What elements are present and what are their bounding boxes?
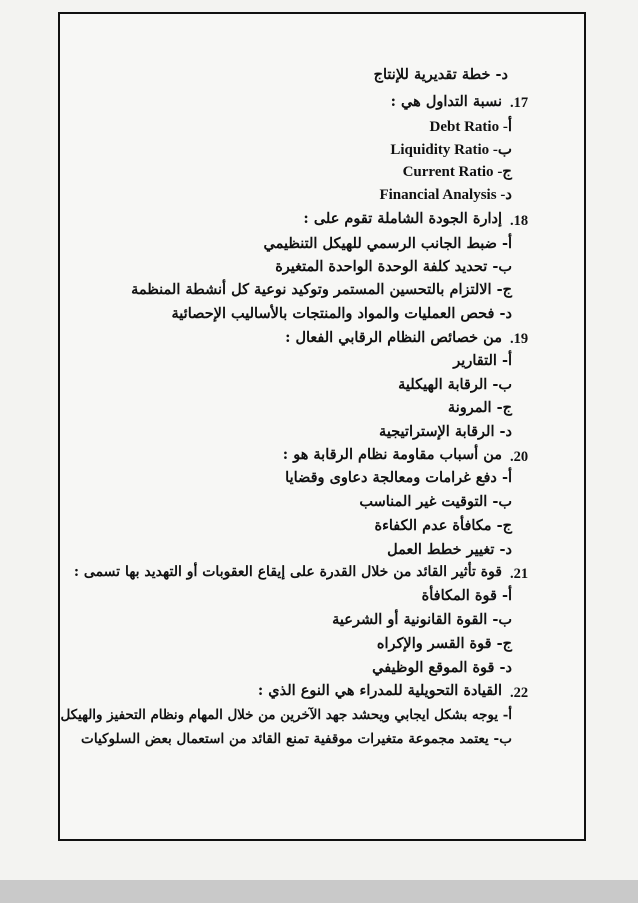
question-21-option-d: د- قوة الموقع الوظيفي <box>372 659 512 676</box>
question-number-22: .22 <box>510 685 529 701</box>
question-18-option-b: ب- تحديد كلفة الوحدة الواحدة المتغيرة <box>275 258 512 275</box>
question-number-18: .18 <box>510 213 529 229</box>
question-21-option-b: ب- القوة القانونية أو الشرعية <box>332 611 512 628</box>
option-d-prev: د- خطة تقديرية للإنتاج <box>373 66 508 83</box>
question-21-text: قوة تأثير القائد من خلال القدرة على إيقاع العقوبات أو التهديد بها تسمى : <box>73 564 502 580</box>
question-18-text: إدارة الجودة الشاملة تقوم على : <box>303 210 502 227</box>
question-18-option-d: د- فحص العمليات والمواد والمنتجات بالأساليب الإحصائية <box>171 305 512 322</box>
question-21-option-c: ج- قوة القسر والإكراه <box>376 635 512 652</box>
question-22-option-a: أ- يوجه بشكل ايجابي ويحشد جهد الآخرين من خلال المهام ونظام التحفيز والهيكل <box>60 707 512 723</box>
question-number-17: .17 <box>510 95 529 111</box>
question-18-option-a: أ- ضبط الجانب الرسمي للهيكل التنظيمي <box>263 235 512 252</box>
question-19-option-d: د- الرقابة الإستراتيجية <box>379 423 512 440</box>
question-20-option-d: د- تغيير خطط العمل <box>387 541 512 558</box>
question-20-option-a: أ- دفع غرامات ومعالجة دعاوى وقضايا <box>285 469 512 486</box>
question-19-option-c: ج- المرونة <box>447 399 512 416</box>
question-20-option-b: ب- التوقيت غير المناسب <box>359 493 512 510</box>
question-19-option-b: ب- الرقابة الهيكلية <box>398 376 512 393</box>
question-17-option-c: ج- Current Ratio <box>402 164 512 180</box>
question-number-19: .19 <box>510 331 529 347</box>
question-17-option-b: ب- Liquidity Ratio <box>390 142 512 158</box>
question-17-text: نسبة التداول هي : <box>390 93 502 110</box>
question-22-text: القيادة التحويلية للمدراء هي النوع الذي : <box>257 682 502 699</box>
question-20-text: من أسباب مقاومة نظام الرقابة هو : <box>282 446 502 463</box>
question-number-20: .20 <box>510 449 529 465</box>
question-number-21: .21 <box>510 566 529 582</box>
question-19-text: من خصائص النظام الرقابي الفعال : <box>285 329 502 346</box>
question-17-option-d: د- Financial Analysis <box>379 187 512 203</box>
question-19-option-a: أ- التقارير <box>453 352 512 369</box>
question-21-option-a: أ- قوة المكافأة <box>421 587 512 604</box>
question-20-option-c: ج- مكافأة عدم الكفاءة <box>374 517 512 534</box>
question-22-option-b: ب- يعتمد مجموعة متغيرات موقفية تمنع القائد من استعمال بعض السلوكيات <box>81 731 512 747</box>
question-18-option-c: ج- الالتزام بالتحسين المستمر وتوكيد نوعية كل أنشطة المنظمة <box>131 281 512 298</box>
question-17-option-a: أ- Debt Ratio <box>429 119 512 135</box>
